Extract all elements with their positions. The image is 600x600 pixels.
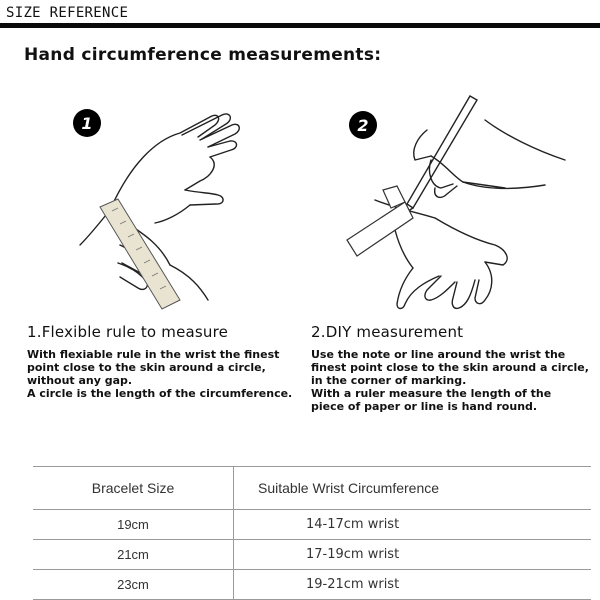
step-number: 2 [357, 116, 369, 135]
wrist-circumference-cell: 17-19cm wrist [234, 540, 592, 570]
page-title: Hand circumference measurements: [24, 45, 382, 65]
step-2-text: Use the note or line around the wrist the finest point close to the skin around a circle, in the corner of marking. With a ruler measure the length of the piece of paper or line is hand round. [311, 348, 589, 413]
bracelet-size-cell: 23cm [33, 570, 234, 600]
step-1-heading: 1.Flexible rule to measure [27, 323, 229, 341]
header-title: SIZE REFERENCE [6, 5, 129, 21]
step-number: 1 [81, 114, 93, 133]
tape-measure [100, 199, 180, 309]
table-row [33, 510, 591, 540]
bracelet-size-cell: 21cm [33, 540, 234, 570]
header-rule [0, 23, 600, 28]
wrist-circumference-cell: 14-17cm wrist [234, 510, 592, 540]
header-wrist-circumference: Suitable Wrist Circumference [234, 467, 592, 510]
paper-strip [347, 202, 413, 256]
header-bracelet-size: Bracelet Size [33, 467, 234, 510]
wrist-circumference-cell: 19-21cm wrist [234, 570, 592, 600]
step-1-text: With flexiable rule in the wrist the finest point close to the skin around a circle, without any gap. A circle is the length of the circumference. [27, 348, 293, 400]
step-2-heading: 2.DIY measurement [311, 323, 464, 341]
flexible-rule-hand-illustration [60, 95, 300, 320]
bracelet-size-cell: 19cm [33, 510, 234, 540]
table-header-row [33, 467, 591, 510]
table-row [33, 540, 591, 570]
table-row [33, 570, 591, 600]
size-table [33, 466, 591, 600]
diy-measurement-hand-illustration [335, 90, 585, 320]
